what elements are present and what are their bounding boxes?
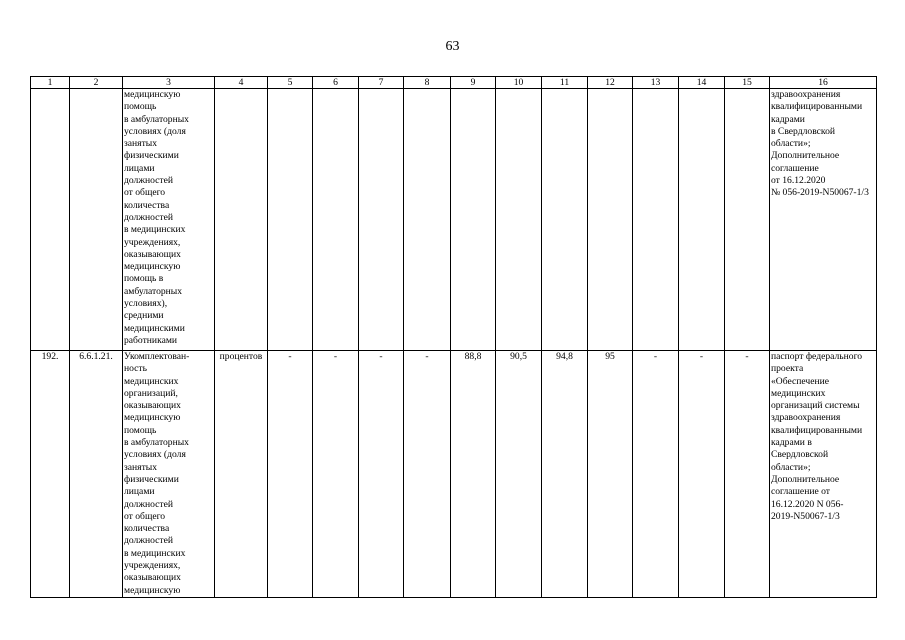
value-cell: - (725, 351, 770, 598)
value-cell: - (679, 351, 725, 598)
column-number-header: 4 (215, 77, 268, 89)
value-cell (451, 89, 496, 351)
row-number-cell (31, 89, 70, 351)
table-row (31, 351, 877, 598)
value-cell: - (268, 351, 313, 598)
value-cell: - (633, 351, 679, 598)
value-cell: 94,8 (542, 351, 588, 598)
column-number-header: 15 (725, 77, 770, 89)
value-cell: - (359, 351, 404, 598)
value-cell (404, 89, 451, 351)
column-number-header: 13 (633, 77, 679, 89)
column-number-header: 16 (770, 77, 877, 89)
indicator-name-cell: медицинскую помощь в амбулаторных условиях (доля занятых физическими лицами должностей от общего количества должностей в медицинских учреждениях, оказывающих медицинскую помощь в амбулаторных условиях), средними медицинскими работниками (123, 89, 215, 351)
value-cell (679, 89, 725, 351)
value-cell: 88,8 (451, 351, 496, 598)
value-cell (496, 89, 542, 351)
row-number-cell: 192. (31, 351, 70, 598)
table-row (31, 89, 877, 351)
page-number: 63 (445, 39, 460, 54)
value-cell (542, 89, 588, 351)
column-number-header: 7 (359, 77, 404, 89)
value-cell (313, 89, 359, 351)
value-cell (359, 89, 404, 351)
column-number-header: 1 (31, 77, 70, 89)
indicator-code-cell (70, 89, 123, 351)
column-number-header: 9 (451, 77, 496, 89)
value-cell: 90,5 (496, 351, 542, 598)
unit-cell (215, 89, 268, 351)
column-number-header: 6 (313, 77, 359, 89)
column-number-header: 14 (679, 77, 725, 89)
column-number-header: 11 (542, 77, 588, 89)
value-cell (633, 89, 679, 351)
table-header-row (31, 77, 877, 89)
source-document-cell: паспорт федерального проекта «Обеспечение медицинских организаций системы здравоохранения квалифицированными кадрами в Свердловской области»; Дополнительное соглашение от 16.12.2020 N 056- 2019-N50067-1/3 (770, 351, 877, 598)
indicator-code-cell: 6.6.1.21. (70, 351, 123, 598)
value-cell: - (313, 351, 359, 598)
column-number-header: 2 (70, 77, 123, 89)
value-cell (268, 89, 313, 351)
column-number-header: 5 (268, 77, 313, 89)
column-number-header: 3 (123, 77, 215, 89)
value-cell: 95 (588, 351, 633, 598)
source-document-cell: здравоохранения квалифицированными кадрами в Свердловской области»; Дополнительное соглашение от 16.12.2020 № 056-2019-N50067-1/3 (770, 89, 877, 351)
value-cell (588, 89, 633, 351)
value-cell: - (404, 351, 451, 598)
unit-cell: процентов (215, 351, 268, 598)
column-number-header: 12 (588, 77, 633, 89)
column-number-header: 8 (404, 77, 451, 89)
indicators-table (30, 76, 877, 598)
indicator-name-cell: Укомплектован- ность медицинских организаций, оказывающих медицинскую помощь в амбулаторных условиях (доля занятых физическими лицами должностей от общего количества должностей в медицинских учреждениях, оказывающих медицинскую (123, 351, 215, 598)
column-number-header: 10 (496, 77, 542, 89)
value-cell (725, 89, 770, 351)
